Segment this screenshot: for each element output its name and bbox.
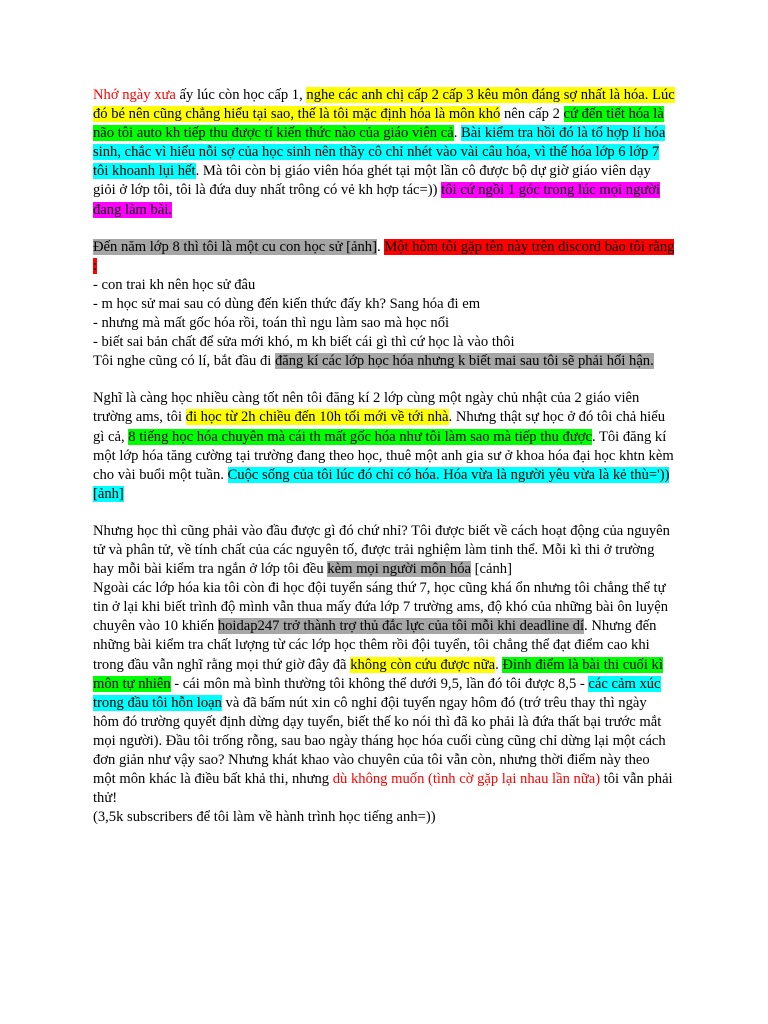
highlight-cyan: Bài kiểm tra hồi đó là tổ hợp lí hóa sinh, chắc vì hiểu nỗi sợ của học sinh nên thầy cô chỉ nhét vào vài câu hóa, vì thế hóa lớp 6 lớp 7 tôi khoanh lụi hết: [93, 125, 666, 180]
highlight-gray: Đến năm lớp 8 thì tôi là một cu con học sử [ảnh]: [93, 238, 377, 255]
highlight-yellow: nghe các anh chị cấp 2 cấp 3 kêu môn đáng sợ nhất là hóa. Lúc đó bé nên cũng chẳng hiểu tại sao, thế là tôi mặc định hóa là môn khó: [93, 87, 675, 123]
text-segment: . Mà tôi còn bị giáo viên hóa ghét tại một lần cô được bộ dự giờ giáo viên dạy giỏi ở lớp tôi, tôi là đứa duy nhất trông có vẻ kh hợp tác=)): [93, 163, 651, 199]
text-segment: . Nhưng thật sự học ở đó tôi chả hiểu gì cả,: [93, 409, 666, 445]
text-segment: [cảnh] Ngoài các lớp hóa kia tôi còn đi học đội tuyển sáng thứ 7, học cũng khá ổn nhưng tôi chẳng thể tự tin ở lại khi biết trình độ mình vẫn thua mấy đứa lớp 7 trường ams, độ khó của những bài ôn luyện chuyên vào 10 khiến: [93, 561, 669, 635]
text-segment: .: [453, 125, 462, 142]
text-segment: Nhưng học thì cũng phải vào đầu được gì đó chứ nhỉ? Tôi được biết về cách hoạt động của nguyên tử và phân tử, về tính chất của các nguyên tố, được trải nghiệm làm tinh thể. Mỗi kì thi ở trường hay mỗi bài kiểm tra ngắn ở lớp tôi đều: [93, 522, 670, 578]
paragraph-grade-8: [93, 238, 676, 372]
text-segment: . Nhưng đến những bài kiểm tra chất lượng từ các lớp học thêm rồi đội tuyển, tôi chẳng thể đạt điểm cao khi trong đầu vẫn nghĩ rằng mọi thứ giờ đây đã: [93, 618, 657, 673]
paragraph-classes: [93, 389, 676, 504]
phrase-nho-ngay-xua: Nhớ ngày xưa: [93, 87, 176, 103]
highlight-gray: đăng kí các lớp học hóa nhưng k biết mai sau tôi sẽ phải hối hận.: [274, 353, 654, 370]
highlight-red: Một hôm tôi gặp tên này trên discord bảo tôi rằng :: [93, 238, 675, 274]
text-segment: nên cấp 2: [500, 106, 564, 123]
text-segment: - cái môn mà bình thường tôi không thể dưới 9,5, lần đó tôi được 8,5 -: [170, 675, 589, 692]
highlight-yellow: đi học từ 2h chiều đến 10h tối mới về tới nhà: [185, 409, 449, 426]
highlight-green: Đỉnh điểm là bài thi cuối kì môn tự nhiên: [93, 656, 663, 692]
text-segment: tôi vẫn phải thử! (3,5k subscribers để tôi làm về hành trình học tiếng anh=)): [93, 771, 673, 826]
text-segment: .: [495, 656, 503, 673]
highlight-green: 8 tiếng học hóa chuyên mà cái th mất gốc hóa như tôi làm sao mà tiếp thu được: [128, 428, 592, 445]
text-segment: .: [376, 238, 385, 255]
highlight-yellow: không còn cứu được nữa: [350, 656, 496, 673]
highlight-green: cứ đến tiết hóa là não tôi auto kh tiếp thu được tí kiến thức nào của giáo viên cả: [93, 106, 664, 142]
highlight-cyan: Cuộc sống của tôi lúc đó chỉ có hóa. Hóa vừa là người yêu vừa là kẻ thù=')) [ảnh]: [93, 466, 670, 502]
text-segment: và đã bấm nút xin cô nghỉ đội tuyển ngay hôm đó (trớ trêu thay thì ngày hôm đó trường quyết định dừng dạy tuyển, biết thế ko nói thì đã ko phải là đứa thất bại trước mắt mọi người). Đầu tôi trống rỗng, sau bao ngày tháng học hóa cuối cùng cũng chỉ dừng lại một cách đơn giản như vậy sao? Nhưng khát khao vào chuyên của tôi vẫn còn, nhưng thời điểm này theo một môn khác là điều bất khả thi, nhưng: [93, 694, 666, 788]
highlight-cyan: các cảm xúc trong đầu tôi hỗn loạn: [93, 675, 661, 711]
text-segment: . Tôi đăng kí một lớp hóa tăng cường tại trường đang theo học, thuê một anh gia sư ở khoa hóa đại học khtn kèm cho vài buổi một tuần.: [93, 428, 674, 483]
highlight-gray: hoidap247 trở thành trợ thủ đắc lực của tôi mỗi khi deadline dí: [217, 618, 585, 635]
text-segment: ấy lúc còn học cấp 1,: [175, 87, 307, 103]
highlight-gray: kèm mọi người môn hóa: [327, 561, 472, 578]
phrase-du-khong-muon: dù không muốn (tình cờ gặp lại nhau lần nữa): [332, 771, 601, 788]
paragraph-learning: [93, 522, 676, 828]
text-segment: Nghĩ là càng học nhiều càng tốt nên tôi đăng kí 2 lớp cùng một ngày chủ nhật của 2 giáo viên trường ams, tôi: [93, 390, 640, 426]
paragraph-childhood: [93, 86, 676, 220]
advice-list: - con trai kh nên học sử đâu - m học sử mai sau có dùng đến kiến thức đấy kh? Sang hóa đi em - nhưng mà mất gốc hóa rồi, toán thì ngu làm sao mà học nổi - biết sai bản chất để sửa mới khó, m kh biết cái gì thì cứ học là vào thôi Tôi nghe cũng có lí, bắt đầu đi: [93, 276, 515, 370]
highlight-magenta: tôi cứ ngồi 1 góc trong lúc mọi người đang làm bài.: [93, 182, 661, 218]
